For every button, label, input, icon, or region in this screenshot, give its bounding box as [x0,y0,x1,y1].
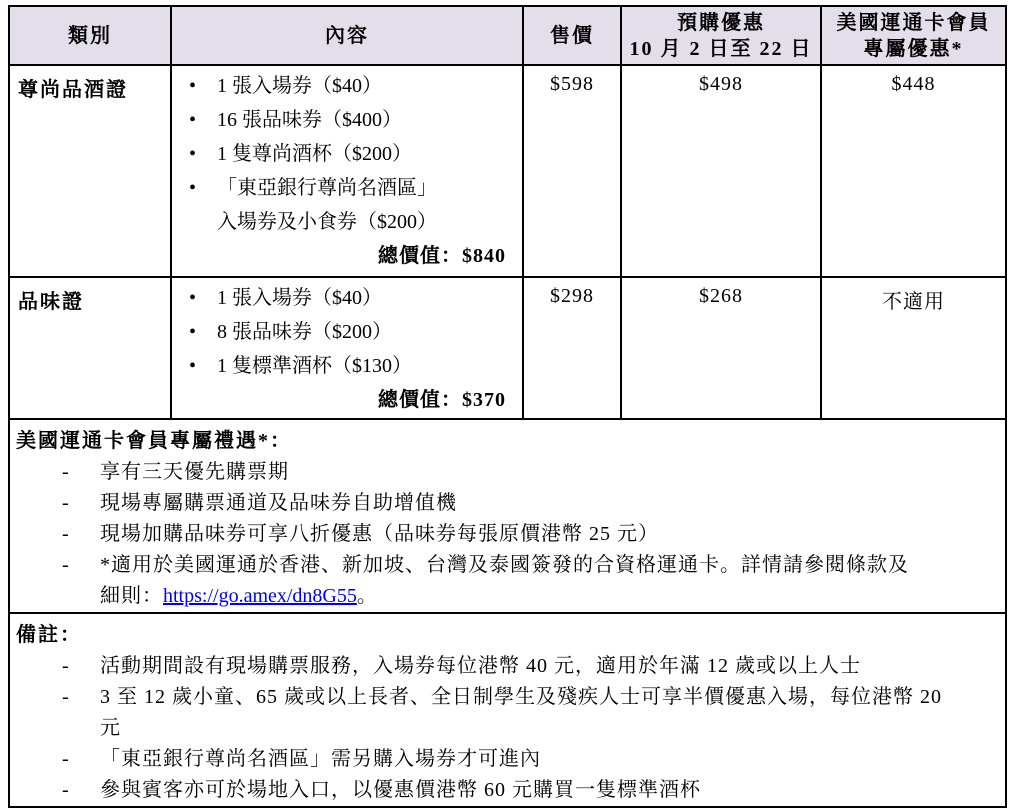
presale-price-premium: $498 [621,65,821,277]
col-header-presale [621,6,821,65]
amex-header-line2: 專屬優惠* [863,37,964,60]
col-header-amex [821,6,1006,65]
category-tasting-pass: 品味證 [9,277,171,419]
category-premium-pass: 尊尚品酒證 [9,65,171,277]
notes-row [9,613,1006,807]
amex-benefits-row [9,419,1006,613]
list-item [172,171,514,205]
terms-label: 細則： [100,585,163,607]
bullet-marker: • [189,109,197,131]
price-premium: $598 [523,65,621,277]
amex-price-tasting: 不適用 [821,277,1006,419]
content-tasting-pass [171,277,523,419]
table-row-premium-pass [9,65,1006,277]
list-item [172,69,514,103]
dash-marker: - [62,655,69,677]
list-item [16,550,997,581]
dash-marker: - [62,779,69,801]
sentence-end: 。 [356,585,378,607]
list-item-text: 1 隻尊尚酒杯（$200） [217,143,412,165]
list-item-text: 3 至 12 歲小童、65 歲或以上長者、全日制學生及殘疾人士可享半價優惠入場，每位港幣 20 [100,686,942,708]
bullet-marker: • [189,75,197,97]
amex-price-premium: $448 [821,65,1006,277]
dash-marker: - [62,686,69,708]
list-item-text: 參與賓客亦可於場地入口，以優惠價港幣 60 元購買一隻標準酒杯 [100,779,701,801]
amex-header-line1: 美國運通卡會員 [836,11,991,34]
price-tasting: $298 [523,277,621,419]
list-item [16,457,997,488]
list-item-text: 8 張品味券（$200） [217,321,392,343]
bullet-marker: • [189,321,197,343]
amex-benefits-heading: 美國運通卡會員專屬禮遇*： [16,430,292,452]
list-item-text: 活動期間設有現場購票服務，入場券每位港幣 40 元，適用於年滿 12 歲或以上人士 [100,655,861,677]
dash-marker: - [62,523,69,545]
table-row-tasting-pass [9,277,1006,419]
list-item [172,281,514,315]
list-item [172,349,514,383]
amex-terms-link[interactable]: https://go.amex/dn8G55 [163,585,357,607]
notes-heading: 備註： [16,624,82,646]
list-item [16,651,997,682]
presale-header-line2: 10 月 2 日至 22 日 [629,37,813,60]
dash-marker: - [62,748,69,770]
list-item [16,744,997,775]
list-item-wrap: 元 [100,717,121,739]
list-item [16,775,997,806]
dash-marker: - [62,492,69,514]
dash-marker: - [62,554,69,576]
bullet-marker: • [189,355,197,377]
list-item-text: 16 張品味券（$400） [217,109,402,131]
notes-section [9,613,1006,807]
bullet-marker: • [189,143,197,165]
total-value-premium: 總價值：$840 [378,245,506,267]
amex-benefits-section [9,419,1006,613]
dash-marker: - [62,461,69,483]
col-header-price: 售價 [523,6,621,65]
list-item [172,103,514,137]
list-item-wrap: 入場券及小食券（$200） [217,211,437,233]
list-item-text: 「東亞銀行尊尚名酒區」 [217,177,437,199]
list-item [16,682,997,713]
list-item [172,315,514,349]
ticket-pricing-table [8,5,1007,808]
list-item-text: *適用於美國運通於香港、新加坡、台灣及泰國簽發的合資格運通卡。詳情請參閱條款及 [100,554,909,576]
list-item-text: 現場專屬購票通道及品味券自助增值機 [100,492,457,514]
col-header-content: 內容 [171,6,523,65]
list-item-text: 「東亞銀行尊尚名酒區」需另購入場券才可進內 [100,748,541,770]
list-item-wrap [16,581,997,612]
presale-header-line1: 預購優惠 [677,11,765,34]
list-item-text: 享有三天優先購票期 [100,461,289,483]
content-premium-pass [171,65,523,277]
total-value-tasting: 總價值：$370 [378,389,506,411]
col-header-category: 類別 [9,6,171,65]
list-item-text: 現場加購品味券可享八折優惠（品味券每張原價港幣 25 元） [100,523,659,545]
list-item-text: 1 隻標準酒杯（$130） [217,355,412,377]
bullet-marker: • [189,177,197,199]
presale-price-tasting: $268 [621,277,821,419]
list-item [16,488,997,519]
list-item-text: 1 張入場券（$40） [217,75,382,97]
list-item [172,137,514,171]
list-item [16,519,997,550]
bullet-marker: • [189,287,197,309]
table-header-row [9,6,1006,65]
list-item-text: 1 張入場券（$40） [217,287,382,309]
